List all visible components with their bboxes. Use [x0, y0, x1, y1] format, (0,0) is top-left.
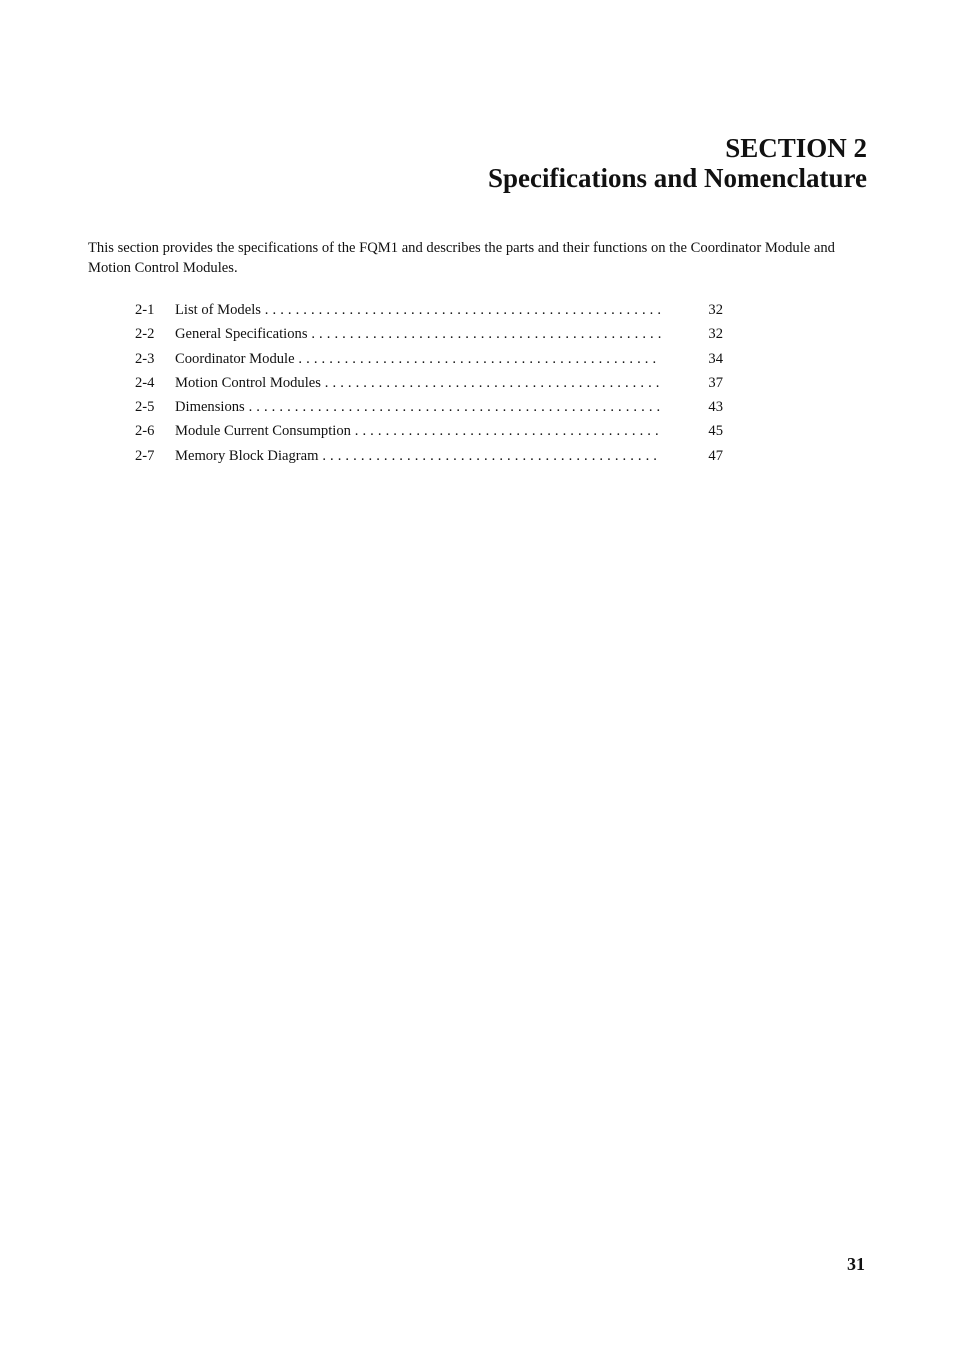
toc-entry-number: 2-4: [135, 374, 155, 391]
toc-entry[interactable]: [135, 421, 735, 445]
toc-entry-page: 34: [708, 350, 723, 367]
section-heading: [488, 133, 867, 193]
toc-entry[interactable]: [135, 373, 735, 397]
toc-entry[interactable]: [135, 300, 735, 324]
section-title: Specifications and Nomenclature: [488, 163, 867, 193]
toc-entry-title: List of Models . . .: [175, 300, 661, 320]
table-of-contents: [135, 300, 735, 470]
toc-entry[interactable]: [135, 397, 735, 421]
toc-entry-page: 32: [708, 302, 723, 318]
toc-entry-page: 37: [708, 374, 723, 391]
toc-entry-title: General Specifications . . .: [175, 324, 661, 344]
toc-entry-page: 45: [708, 423, 723, 440]
toc-entry-title: Module Current Consumption . . .: [175, 421, 661, 441]
toc-entry-page: 32: [708, 326, 723, 343]
toc-entry[interactable]: [135, 446, 735, 470]
toc-entry-title: Memory Block Diagram . . .: [175, 446, 661, 466]
toc-entry-number: 2-6: [135, 423, 155, 440]
toc-entry[interactable]: [135, 324, 735, 348]
toc-entry-page: 47: [708, 447, 723, 464]
toc-entry-number: 2-7: [135, 447, 155, 464]
toc-entry-title: Coordinator Module . . .: [175, 349, 661, 369]
page-number: 31: [847, 1254, 865, 1274]
section-number: SECTION 2: [725, 133, 867, 163]
intro-paragraph: This section provides the specifications of the FQM1 and describes the parts and their functions on the Coordinator Module and Motion Control Modules.: [88, 240, 835, 276]
toc-entry-title: Motion Control Modules . . .: [175, 373, 661, 393]
toc-entry-title: Dimensions . . .: [175, 397, 661, 417]
toc-entry-page: 43: [708, 399, 723, 416]
toc-entry[interactable]: [135, 349, 735, 373]
toc-entry-number: 2-2: [135, 326, 155, 343]
toc-entry-number: 2-3: [135, 350, 155, 367]
toc-entry-number: 2-5: [135, 399, 155, 416]
toc-entry-number: 2-1: [135, 302, 155, 318]
